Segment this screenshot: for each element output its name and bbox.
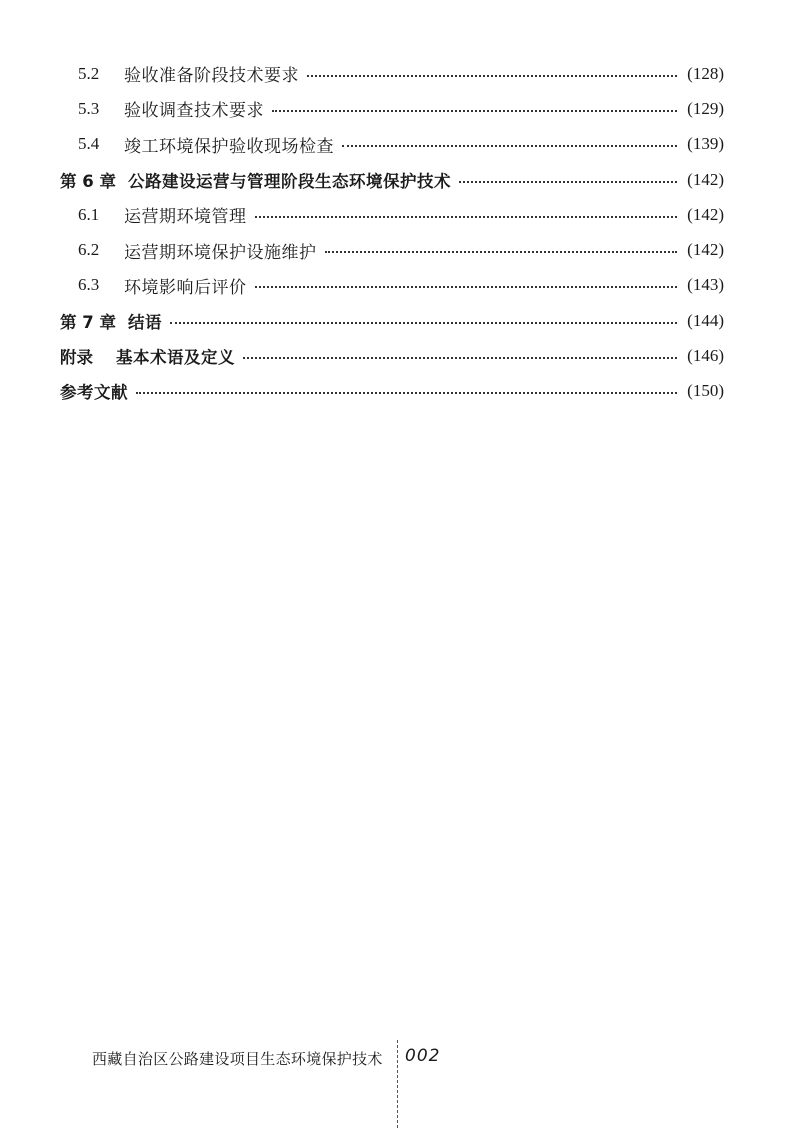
- page-reference: (142): [687, 240, 724, 260]
- dot-leader: [170, 322, 677, 324]
- section-number: 5.2: [78, 63, 100, 83]
- dot-leader: [255, 216, 678, 218]
- footer-divider: [397, 1040, 398, 1128]
- chapter-number: 第 7 章: [60, 312, 116, 332]
- section-number: 6.2: [78, 240, 100, 260]
- toc-entry-5-2[interactable]: [0, 56, 790, 91]
- page-reference: (146): [687, 346, 724, 366]
- section-title: 竣工环境保护验收现场检查: [124, 136, 334, 157]
- toc-entry-appendix[interactable]: [0, 338, 790, 373]
- appendix-title: 基本术语及定义: [116, 348, 235, 368]
- page-reference: (144): [687, 310, 724, 330]
- toc-entry-6-1[interactable]: [0, 197, 790, 232]
- page-reference: (128): [687, 63, 724, 83]
- appendix-label: 附录: [60, 348, 93, 368]
- dot-leader: [342, 145, 677, 147]
- section-title: 验收准备阶段技术要求: [124, 66, 299, 87]
- chapter-title: 结语: [128, 312, 162, 332]
- references-title: 参考文献: [60, 383, 128, 403]
- dot-leader: [243, 357, 677, 359]
- page-reference: (150): [687, 381, 724, 401]
- section-number: 6.1: [78, 204, 100, 224]
- dot-leader: [307, 75, 677, 77]
- section-number: 6.3: [78, 275, 100, 295]
- dot-leader: [136, 392, 677, 394]
- dot-leader: [325, 251, 678, 253]
- page-reference: (142): [687, 169, 724, 189]
- toc-entry-chapter-7[interactable]: [0, 303, 790, 338]
- toc-entry-chapter-6[interactable]: [0, 162, 790, 197]
- toc-entry-6-2[interactable]: [0, 232, 790, 267]
- page-number: 002: [405, 1046, 441, 1066]
- chapter-number: 第 6 章: [60, 171, 116, 191]
- section-title: 运营期环境管理: [124, 207, 247, 228]
- running-book-title: 西藏自治区公路建设项目生态环境保护技术: [92, 1050, 383, 1068]
- section-title: 验收调查技术要求: [124, 101, 264, 122]
- section-number: 5.4: [78, 134, 100, 154]
- dot-leader: [272, 110, 677, 112]
- page-footer: [0, 1040, 790, 1128]
- toc-entry-5-4[interactable]: [0, 127, 790, 162]
- page-reference: (143): [687, 275, 724, 295]
- section-number: 5.3: [78, 98, 100, 118]
- dot-leader: [255, 286, 678, 288]
- toc-entry-5-3[interactable]: [0, 91, 790, 126]
- page-reference: (139): [687, 134, 724, 154]
- chapter-title: 公路建设运营与管理阶段生态环境保护技术: [128, 171, 451, 191]
- page-reference: (129): [687, 98, 724, 118]
- toc-entry-references[interactable]: [0, 374, 790, 409]
- dot-leader: [459, 181, 677, 183]
- page-reference: (142): [687, 204, 724, 224]
- toc-entry-6-3[interactable]: [0, 268, 790, 303]
- section-title: 运营期环境保护设施维护: [124, 242, 317, 263]
- table-of-contents: [0, 56, 790, 409]
- section-title: 环境影响后评价: [124, 277, 247, 298]
